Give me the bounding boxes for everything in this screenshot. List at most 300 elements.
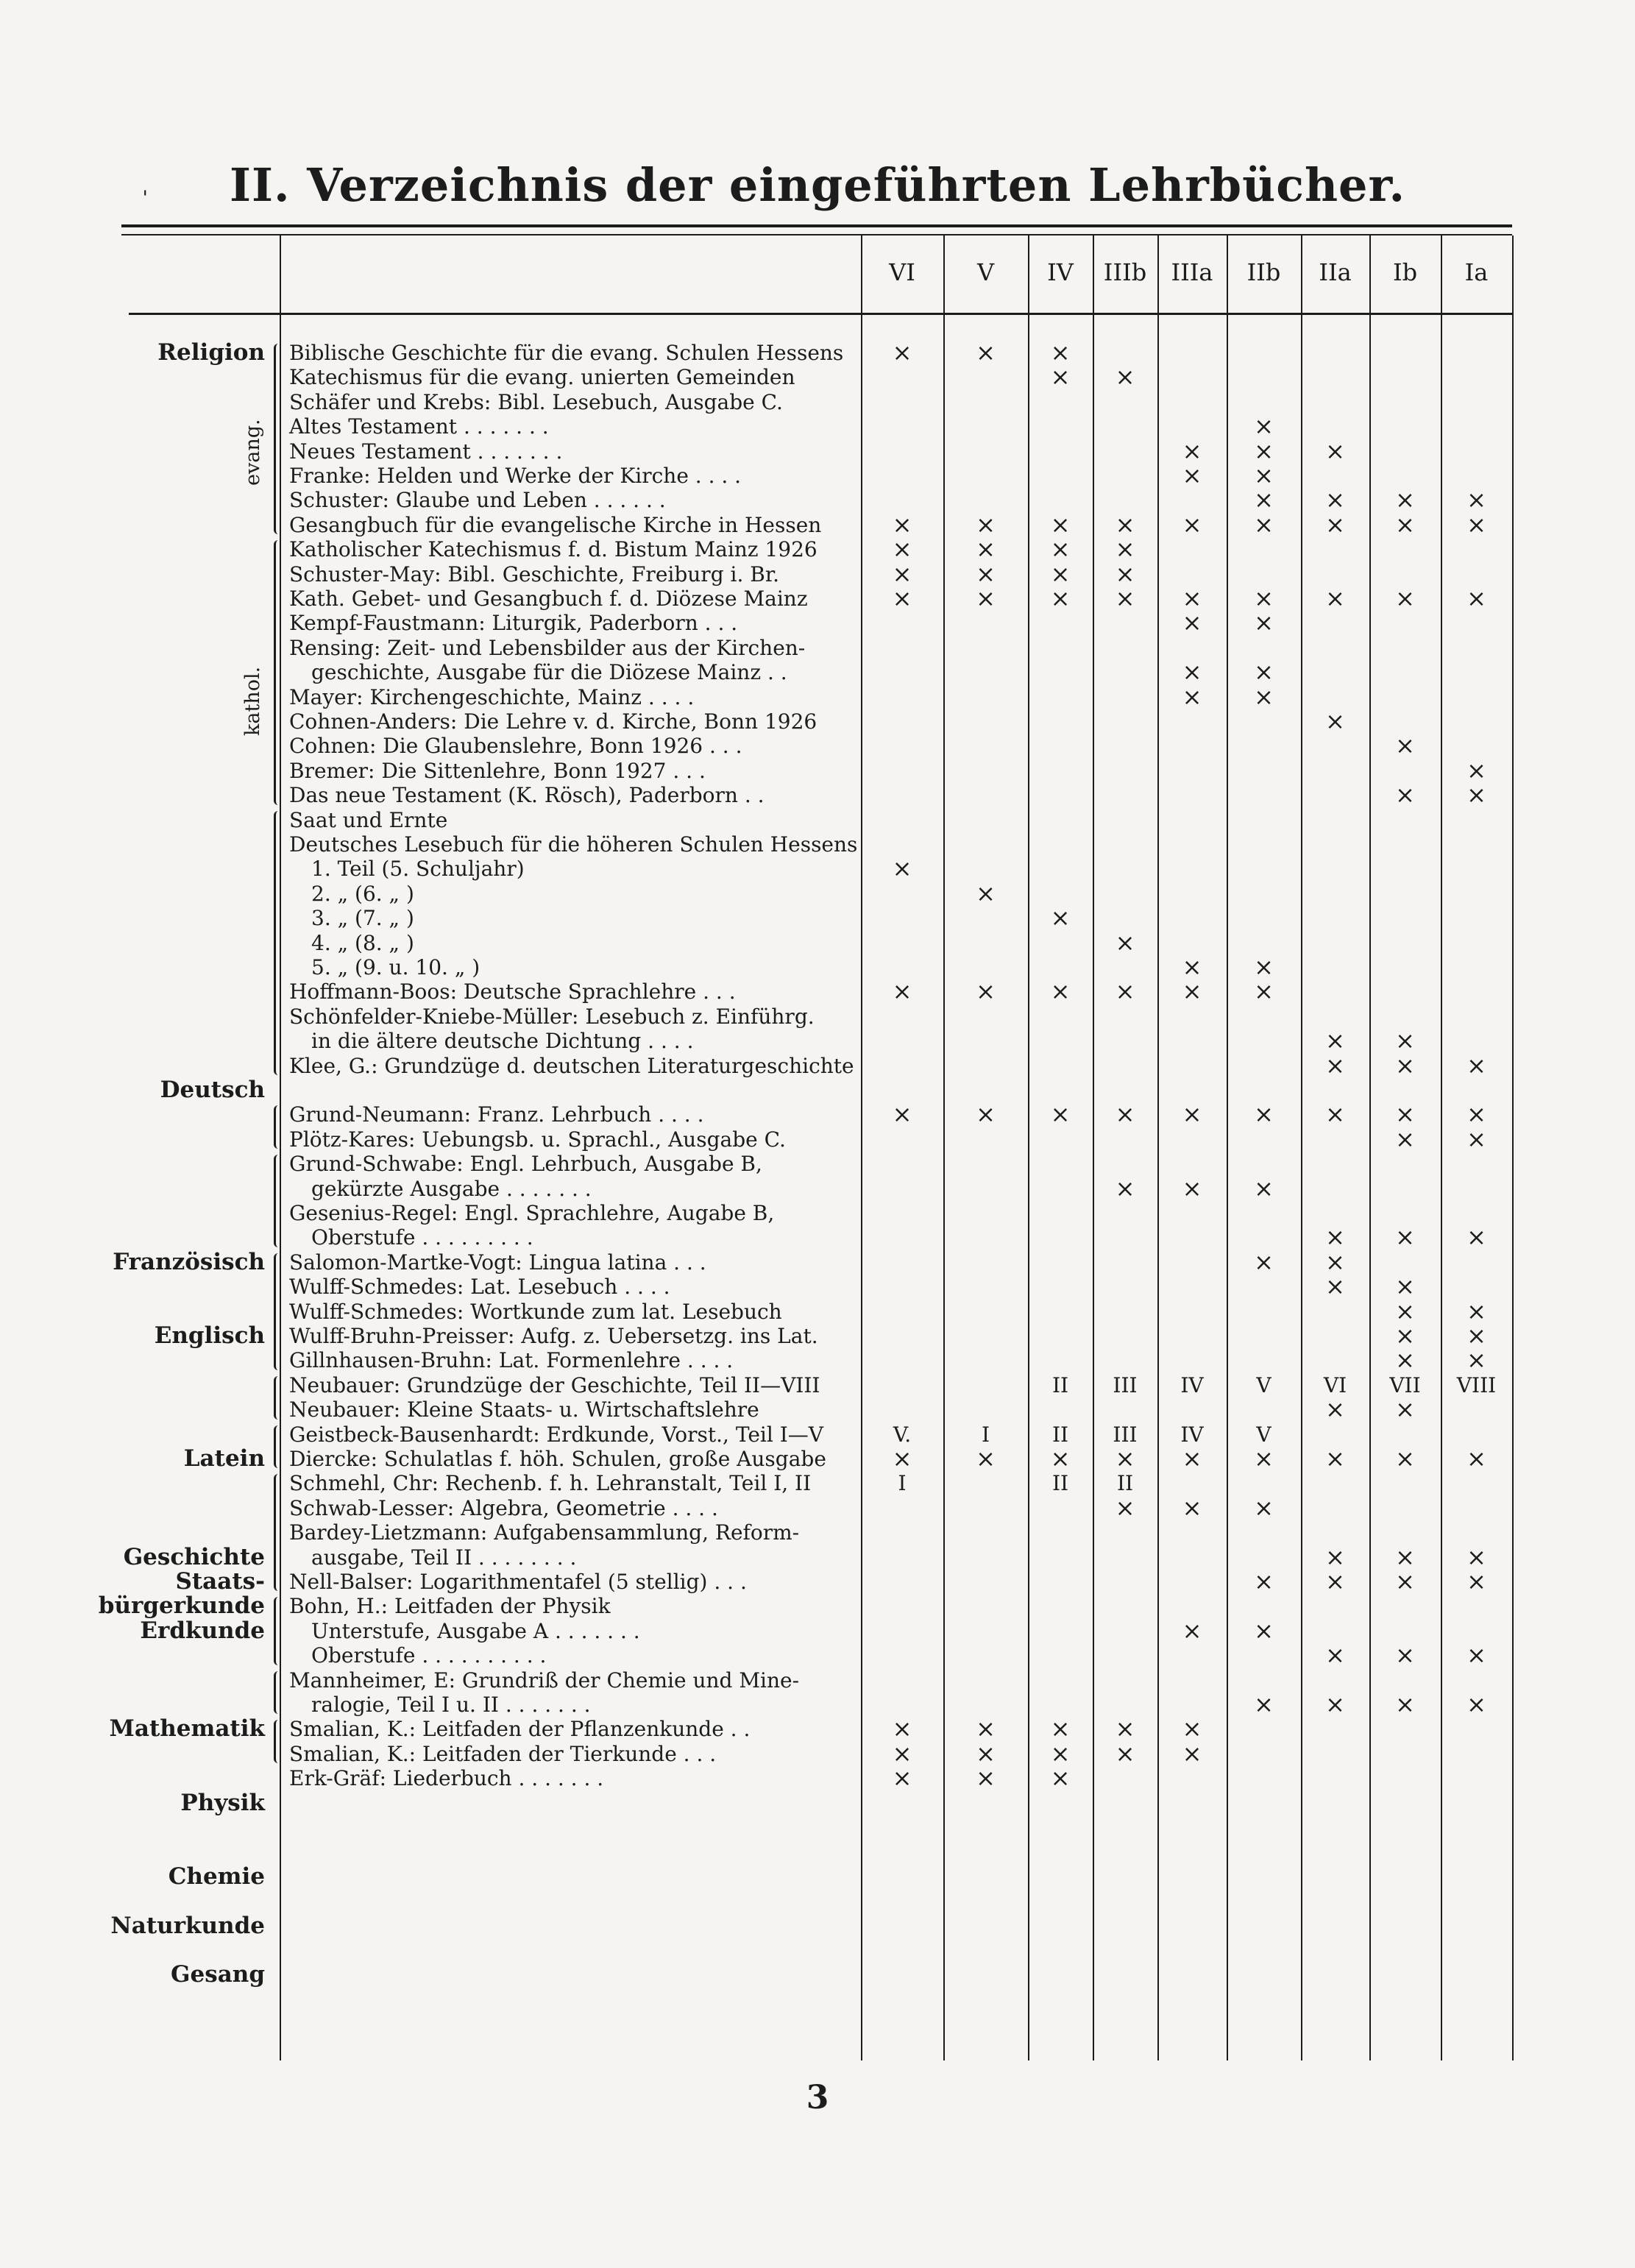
textbook-title: Neues Testament . . . . . . . xyxy=(289,439,563,464)
cross-mark: × xyxy=(1466,756,1486,784)
textbook-row xyxy=(289,1496,718,1520)
cross-mark: × xyxy=(1254,1174,1274,1202)
cross-mark: × xyxy=(1182,1174,1202,1202)
textbook-row xyxy=(289,636,805,660)
cross-mark: × xyxy=(1466,1322,1486,1350)
cross-mark: × xyxy=(892,1100,912,1129)
textbook-row xyxy=(289,1619,640,1643)
cross-mark: × xyxy=(1050,1445,1071,1473)
cross-mark: × xyxy=(1182,682,1202,711)
subject-label: Latein xyxy=(183,1445,265,1472)
cross-mark: × xyxy=(1254,510,1274,539)
subject-label: Staats- xyxy=(175,1568,265,1595)
cross-mark: × xyxy=(1254,609,1274,637)
textbook-row xyxy=(289,1102,704,1127)
textbook-title: Nell-Balser: Logarithmentafel (5 stellig) . . . xyxy=(289,1570,747,1594)
cross-mark: × xyxy=(892,339,912,366)
cross-mark: × xyxy=(1050,535,1071,564)
part-mark: VI xyxy=(1323,1372,1347,1397)
group-brace xyxy=(274,811,280,1075)
cross-mark: × xyxy=(1254,1567,1274,1595)
denomination-label: evang. xyxy=(241,419,264,486)
cross-mark: × xyxy=(892,1715,912,1743)
textbook-title: Salomon-Martke-Vogt: Lingua latina . . . xyxy=(289,1250,706,1275)
cross-mark: × xyxy=(1115,1739,1135,1768)
cross-mark: × xyxy=(1115,928,1135,957)
cross-mark: × xyxy=(1050,1715,1071,1743)
cross-mark: × xyxy=(1115,510,1135,539)
textbook-row xyxy=(289,759,706,783)
textbook-row xyxy=(289,1766,603,1790)
textbook-title: Neubauer: Kleine Staats- u. Wirtschaftslehre xyxy=(289,1397,759,1422)
cross-mark: × xyxy=(1182,1739,1202,1768)
subject-label: Religion xyxy=(157,339,265,366)
cross-mark: × xyxy=(1254,1445,1274,1473)
part-mark: III xyxy=(1113,1422,1138,1447)
cross-mark: × xyxy=(1254,1100,1274,1129)
cross-mark: × xyxy=(1050,510,1071,539)
cross-mark: × xyxy=(1466,584,1486,612)
textbook-row xyxy=(289,1004,815,1029)
textbook-title: Hoffmann-Boos: Deutsche Sprachlehre . . . xyxy=(289,979,736,1004)
textbook-row xyxy=(289,1397,759,1422)
textbook-row xyxy=(289,513,821,537)
cross-mark: × xyxy=(1395,1223,1415,1252)
group-brace xyxy=(274,1253,280,1370)
textbook-row xyxy=(289,1520,799,1545)
cross-mark: × xyxy=(1325,510,1345,539)
cross-mark: × xyxy=(976,584,996,612)
textbook-row xyxy=(289,1668,799,1693)
cross-mark: × xyxy=(892,584,912,612)
textbook-title: Klee, G.: Grundzüge d. deutschen Literaturgeschichte xyxy=(289,1053,854,1078)
textbook-row xyxy=(289,1152,762,1176)
cross-mark: × xyxy=(1395,1567,1415,1595)
textbook-title: Wulff-Schmedes: Wortkunde zum lat. Lesebuch xyxy=(289,1299,782,1324)
textbook-row xyxy=(289,882,414,906)
textbook-row xyxy=(289,1373,820,1397)
textbook-row xyxy=(289,365,795,389)
textbook-row xyxy=(289,709,817,734)
cross-mark: × xyxy=(1466,1297,1486,1325)
part-mark: IV xyxy=(1180,1372,1204,1397)
cross-mark: × xyxy=(1115,1445,1135,1473)
part-mark: II xyxy=(1051,1471,1069,1496)
column-divider xyxy=(1028,235,1029,2060)
cross-mark: × xyxy=(1050,559,1071,588)
textbook-title: gekürzte Ausgabe . . . . . . . xyxy=(311,1176,592,1201)
margin-mark: ˌ xyxy=(142,173,149,199)
textbook-row xyxy=(289,1594,611,1618)
textbook-row xyxy=(289,1300,782,1324)
cross-mark: × xyxy=(1466,781,1486,809)
textbook-row xyxy=(289,562,779,587)
part-mark: V xyxy=(1256,1372,1272,1397)
subject-label: bürgerkunde xyxy=(98,1592,265,1620)
textbook-title: Deutsches Lesebuch für die höheren Schulen Hessens xyxy=(289,832,858,857)
cross-mark: × xyxy=(1466,1051,1486,1080)
textbook-title: Smalian, K.: Leitfaden der Pflanzenkunde . . xyxy=(289,1717,751,1742)
cross-mark: × xyxy=(1466,1223,1486,1252)
subject-label: Naturkunde xyxy=(110,1912,265,1939)
cross-mark: × xyxy=(1050,1764,1071,1793)
cross-mark: × xyxy=(1325,1567,1345,1595)
cross-mark: × xyxy=(1395,486,1415,514)
cross-mark: × xyxy=(976,339,996,366)
cross-mark: × xyxy=(1325,1641,1345,1670)
textbook-title: Grund-Neumann: Franz. Lehrbuch . . . . xyxy=(289,1102,704,1127)
part-mark: V xyxy=(1256,1422,1272,1447)
textbook-title: Neubauer: Grundzüge der Geschichte, Teil II—VIII xyxy=(289,1372,820,1397)
cross-mark: × xyxy=(1182,1100,1202,1129)
textbook-row xyxy=(289,1054,854,1078)
cross-mark: × xyxy=(1050,363,1071,391)
column-divider xyxy=(1227,235,1228,2060)
cross-mark: × xyxy=(1254,977,1274,1006)
textbook-title: Schuster-May: Bibl. Geschichte, Freiburg i. Br. xyxy=(289,561,780,587)
textbook-title: Gesangbuch für die evangelische Kirche in Hessen xyxy=(289,512,822,537)
textbook-row xyxy=(289,979,736,1004)
group-brace xyxy=(274,1155,280,1247)
cross-mark: × xyxy=(976,1445,996,1473)
subject-label: Mathematik xyxy=(109,1715,265,1743)
cross-mark: × xyxy=(1050,1100,1071,1129)
cross-mark: × xyxy=(1395,1445,1415,1473)
cross-mark: × xyxy=(1254,486,1274,514)
cross-mark: × xyxy=(1050,904,1071,932)
textbook-row xyxy=(289,1201,774,1225)
group-brace xyxy=(274,344,280,534)
textbook-title: ralogie, Teil I u. II . . . . . . . xyxy=(311,1693,591,1717)
page-number: 3 xyxy=(806,2079,829,2116)
subject-label: Englisch xyxy=(154,1322,265,1349)
cross-mark: × xyxy=(1050,1739,1071,1768)
denomination-label: kathol. xyxy=(241,666,264,736)
cross-mark: × xyxy=(892,854,912,883)
subject-label: Französisch xyxy=(113,1248,265,1275)
cross-mark: × xyxy=(1466,1690,1486,1718)
column-header: V xyxy=(976,258,995,286)
cross-mark: × xyxy=(1182,658,1202,687)
group-brace xyxy=(274,1671,280,1715)
textbook-row xyxy=(289,439,562,464)
textbook-title: Bardey-Lietzmann: Aufgabensammlung, Reform- xyxy=(289,1520,800,1545)
cross-mark: × xyxy=(1395,1100,1415,1129)
textbook-title: Altes Testament . . . . . . . xyxy=(289,414,549,439)
textbook-row xyxy=(289,537,818,561)
textbook-title: Oberstufe . . . . . . . . . . xyxy=(311,1643,547,1668)
textbook-row xyxy=(289,1225,533,1250)
header-rule xyxy=(129,313,1512,315)
part-mark: IV xyxy=(1180,1422,1204,1447)
textbook-title: Plötz-Kares: Uebungsb. u. Sprachl., Ausgabe C. xyxy=(289,1127,786,1152)
textbook-row xyxy=(289,808,447,832)
part-mark: VII xyxy=(1389,1372,1421,1397)
column-header: IIIa xyxy=(1171,258,1213,286)
cross-mark: × xyxy=(1325,436,1345,465)
column-header: IV xyxy=(1047,258,1074,286)
textbook-row xyxy=(289,1693,591,1717)
textbook-row xyxy=(289,1127,786,1152)
cross-mark: × xyxy=(1325,1223,1345,1252)
cross-mark: × xyxy=(1050,584,1071,612)
group-brace xyxy=(274,540,280,804)
textbook-title: Franke: Helden und Werke der Kirche . . . . xyxy=(289,464,742,488)
cross-mark: × xyxy=(892,1764,912,1793)
textbook-title: Katechismus für die evang. unierten Gemeinden xyxy=(289,365,795,390)
cross-mark: × xyxy=(1466,1346,1486,1375)
cross-mark: × xyxy=(1182,953,1202,981)
cross-mark: × xyxy=(1395,1542,1415,1571)
subject-label: Gesang xyxy=(171,1961,265,1988)
textbook-title: 1. Teil (5. Schuljahr) xyxy=(311,857,525,882)
textbook-title: Kempf-Faustmann: Liturgik, Paderborn . . . xyxy=(289,611,738,636)
textbook-title: Wulff-Schmedes: Lat. Lesebuch . . . . xyxy=(289,1275,670,1300)
cross-mark: × xyxy=(1325,1445,1345,1473)
cross-mark: × xyxy=(1466,1567,1486,1595)
textbook-title: Wulff-Bruhn-Preisser: Aufg. z. Uebersetzg. ins Lat. xyxy=(289,1324,818,1348)
textbook-title: 5. „ (9. u. 10. „ ) xyxy=(311,955,480,979)
part-mark: VIII xyxy=(1456,1372,1497,1397)
group-brace xyxy=(274,1597,280,1665)
part-mark: I xyxy=(898,1471,907,1496)
textbook-title: Schmehl, Chr: Rechenb. f. h. Lehranstalt, Teil I, II xyxy=(289,1471,812,1496)
cross-mark: × xyxy=(1254,682,1274,711)
column-divider xyxy=(1093,235,1094,2060)
page-title: II. Verzeichnis der eingeführten Lehrbücher. xyxy=(229,158,1406,212)
cross-mark: × xyxy=(1325,707,1345,735)
cross-mark: × xyxy=(1254,1690,1274,1718)
textbook-title: 4. „ (8. „ ) xyxy=(311,930,414,955)
textbook-row xyxy=(289,1570,747,1594)
cross-mark: × xyxy=(1182,977,1202,1006)
group-brace xyxy=(274,1376,280,1420)
group-brace xyxy=(274,1720,280,1763)
textbook-row xyxy=(289,611,737,635)
top-rule-thin xyxy=(121,234,1512,235)
cross-mark: × xyxy=(1395,1051,1415,1080)
textbook-title: Das neue Testament (K. Rösch), Paderborn . . xyxy=(289,783,765,808)
textbook-title: Biblische Geschichte für die evang. Schulen Hessens xyxy=(289,341,844,365)
textbook-row xyxy=(289,1177,592,1201)
cross-mark: × xyxy=(1115,584,1135,612)
cross-mark: × xyxy=(1115,535,1135,564)
cross-mark: × xyxy=(1254,584,1274,612)
part-mark: II xyxy=(1051,1422,1069,1447)
textbook-title: Kath. Gebet- und Gesangbuch f. d. Diözese Mainz xyxy=(289,587,808,611)
textbook-row xyxy=(289,1717,750,1741)
textbook-row xyxy=(289,1471,811,1495)
cross-mark: × xyxy=(892,977,912,1006)
cross-mark: × xyxy=(892,1739,912,1768)
textbook-row xyxy=(289,832,857,857)
textbook-row xyxy=(289,1250,706,1275)
cross-mark: × xyxy=(1115,363,1135,391)
cross-mark: × xyxy=(1182,436,1202,465)
part-mark: I xyxy=(981,1422,990,1447)
part-mark: II xyxy=(1116,1471,1134,1496)
textbook-row xyxy=(289,931,414,955)
cross-mark: × xyxy=(1115,977,1135,1006)
column-divider xyxy=(861,235,862,2060)
column-header: Ia xyxy=(1464,258,1489,286)
textbook-title: Bohn, H.: Leitfaden der Physik xyxy=(289,1594,611,1619)
textbook-row xyxy=(289,955,480,979)
cross-mark: × xyxy=(976,535,996,564)
group-brace xyxy=(274,1474,280,1591)
cross-mark: × xyxy=(1395,781,1415,809)
cross-mark: × xyxy=(1254,1493,1274,1522)
cross-mark: × xyxy=(1395,1124,1415,1153)
cross-mark: × xyxy=(1182,1445,1202,1473)
textbook-row xyxy=(289,1643,546,1668)
subject-label: Physik xyxy=(180,1789,265,1816)
cross-mark: × xyxy=(1115,1493,1135,1522)
cross-mark: × xyxy=(976,559,996,588)
cross-mark: × xyxy=(1466,486,1486,514)
column-divider xyxy=(943,235,945,2060)
textbook-title: Mayer: Kirchengeschichte, Mainz . . . . xyxy=(289,684,695,709)
column-divider xyxy=(1157,235,1159,2060)
textbook-title: Gesenius-Regel: Engl. Sprachlehre, Augabe B, xyxy=(289,1201,775,1225)
cross-mark: × xyxy=(892,1445,912,1473)
textbook-row xyxy=(289,857,525,881)
cross-mark: × xyxy=(1182,609,1202,637)
textbook-title: Schönfelder-Kniebe-Müller: Lesebuch z. Einführg. xyxy=(289,1004,815,1029)
textbook-title: Unterstufe, Ausgabe A . . . . . . . xyxy=(311,1618,640,1643)
textbook-title: Katholischer Katechismus f. d. Bistum Mainz 1926 xyxy=(289,537,818,562)
textbook-title: Geistbeck-Bausenhardt: Erdkunde, Vorst., Teil I—V xyxy=(289,1422,823,1447)
textbook-row xyxy=(289,488,666,512)
column-divider xyxy=(1301,235,1302,2060)
cross-mark: × xyxy=(892,510,912,539)
textbook-row xyxy=(289,1545,576,1570)
textbook-row xyxy=(289,1447,826,1471)
cross-mark: × xyxy=(976,1764,996,1793)
cross-mark: × xyxy=(1325,486,1345,514)
cross-mark: × xyxy=(1182,1616,1202,1645)
cross-mark: × xyxy=(1182,1493,1202,1522)
textbook-row xyxy=(289,783,765,807)
cross-mark: × xyxy=(1325,1272,1345,1301)
textbook-row xyxy=(289,1348,733,1372)
cross-mark: × xyxy=(1325,1100,1345,1129)
cross-mark: × xyxy=(1395,1272,1415,1301)
textbook-row xyxy=(289,1422,823,1447)
textbook-title: Grund-Schwabe: Engl. Lehrbuch, Ausgabe B, xyxy=(289,1152,762,1177)
cross-mark: × xyxy=(1325,1395,1345,1424)
textbook-title: in die ältere deutsche Dichtung . . . . xyxy=(311,1029,694,1054)
textbook-title: Erk-Gräf: Liederbuch . . . . . . . xyxy=(289,1766,604,1791)
textbook-row xyxy=(289,734,742,758)
cross-mark: × xyxy=(1254,461,1274,489)
part-mark: III xyxy=(1113,1372,1138,1397)
cross-mark: × xyxy=(1254,1247,1274,1276)
subject-label: Chemie xyxy=(168,1863,265,1890)
cross-mark: × xyxy=(1325,1027,1345,1055)
cross-mark: × xyxy=(1115,1715,1135,1743)
textbook-row xyxy=(289,1742,716,1766)
textbook-title: Smalian, K.: Leitfaden der Tierkunde . . . xyxy=(289,1741,717,1766)
group-brace xyxy=(274,1105,280,1149)
textbook-title: Oberstufe . . . . . . . . . xyxy=(311,1225,533,1250)
subject-label: Erdkunde xyxy=(140,1617,265,1644)
cross-mark: × xyxy=(1115,1174,1135,1202)
column-header: Ib xyxy=(1392,258,1418,286)
cross-mark: × xyxy=(1395,1322,1415,1350)
column-header: IIa xyxy=(1319,258,1352,286)
textbook-title: ausgabe, Teil II . . . . . . . . xyxy=(311,1545,577,1570)
cross-mark: × xyxy=(976,1715,996,1743)
cross-mark: × xyxy=(1115,1100,1135,1129)
top-rule-thick xyxy=(121,224,1512,227)
cross-mark: × xyxy=(1050,977,1071,1006)
cross-mark: × xyxy=(1254,436,1274,465)
cross-mark: × xyxy=(1466,1124,1486,1153)
cross-mark: × xyxy=(1325,584,1345,612)
textbook-title: Saat und Ernte xyxy=(289,807,448,832)
textbook-row xyxy=(289,906,414,930)
cross-mark: × xyxy=(1254,1616,1274,1645)
textbook-title: 2. „ (6. „ ) xyxy=(311,881,414,906)
column-divider xyxy=(1441,235,1442,2060)
cross-mark: × xyxy=(1325,1542,1345,1571)
cross-mark: × xyxy=(892,535,912,564)
textbook-row xyxy=(289,1029,693,1053)
cross-mark: × xyxy=(1325,1690,1345,1718)
group-brace xyxy=(274,1425,280,1469)
textbook-title: Rensing: Zeit- und Lebensbilder aus der Kirchen- xyxy=(289,635,806,660)
cross-mark: × xyxy=(1395,584,1415,612)
cross-mark: × xyxy=(976,1100,996,1129)
textbook-title: Schuster: Glaube und Leben . . . . . . xyxy=(289,488,666,513)
textbook-row xyxy=(289,587,808,611)
textbook-title: Diercke: Schulatlas f. höh. Schulen, große Ausgabe xyxy=(289,1447,826,1471)
textbook-title: 3. „ (7. „ ) xyxy=(311,906,414,931)
textbook-title: Cohnen-Anders: Die Lehre v. d. Kirche, Bonn 1926 xyxy=(289,709,818,734)
cross-mark: × xyxy=(1395,1346,1415,1375)
subject-label: Geschichte xyxy=(123,1543,265,1570)
cross-mark: × xyxy=(892,559,912,588)
textbook-title: Gillnhausen-Bruhn: Lat. Formenlehre . . . . xyxy=(289,1348,734,1373)
cross-mark: × xyxy=(1050,339,1071,366)
cross-mark: × xyxy=(1182,584,1202,612)
textbook-row xyxy=(289,660,787,684)
subject-label: Deutsch xyxy=(160,1077,265,1103)
cross-mark: × xyxy=(1254,412,1274,441)
cross-mark: × xyxy=(1466,1641,1486,1670)
part-mark: II xyxy=(1051,1372,1069,1397)
textbook-title: Bremer: Die Sittenlehre, Bonn 1927 . . . xyxy=(289,758,706,783)
cross-mark: × xyxy=(1182,510,1202,539)
cross-mark: × xyxy=(1395,731,1415,760)
textbook-row xyxy=(289,414,549,439)
textbook-row xyxy=(289,685,694,709)
cross-mark: × xyxy=(1325,1051,1345,1080)
textbook-row xyxy=(289,1324,818,1348)
column-divider xyxy=(1512,235,1514,2060)
cross-mark: × xyxy=(1395,1297,1415,1325)
cross-mark: × xyxy=(1325,1247,1345,1276)
cross-mark: × xyxy=(976,879,996,907)
column-header: VI xyxy=(889,258,915,286)
cross-mark: × xyxy=(976,977,996,1006)
cross-mark: × xyxy=(976,1739,996,1768)
textbook-title: geschichte, Ausgabe für die Diözese Mainz . . xyxy=(311,660,787,685)
cross-mark: × xyxy=(1395,1395,1415,1424)
textbook-row xyxy=(289,390,783,414)
textbook-row xyxy=(289,341,843,365)
